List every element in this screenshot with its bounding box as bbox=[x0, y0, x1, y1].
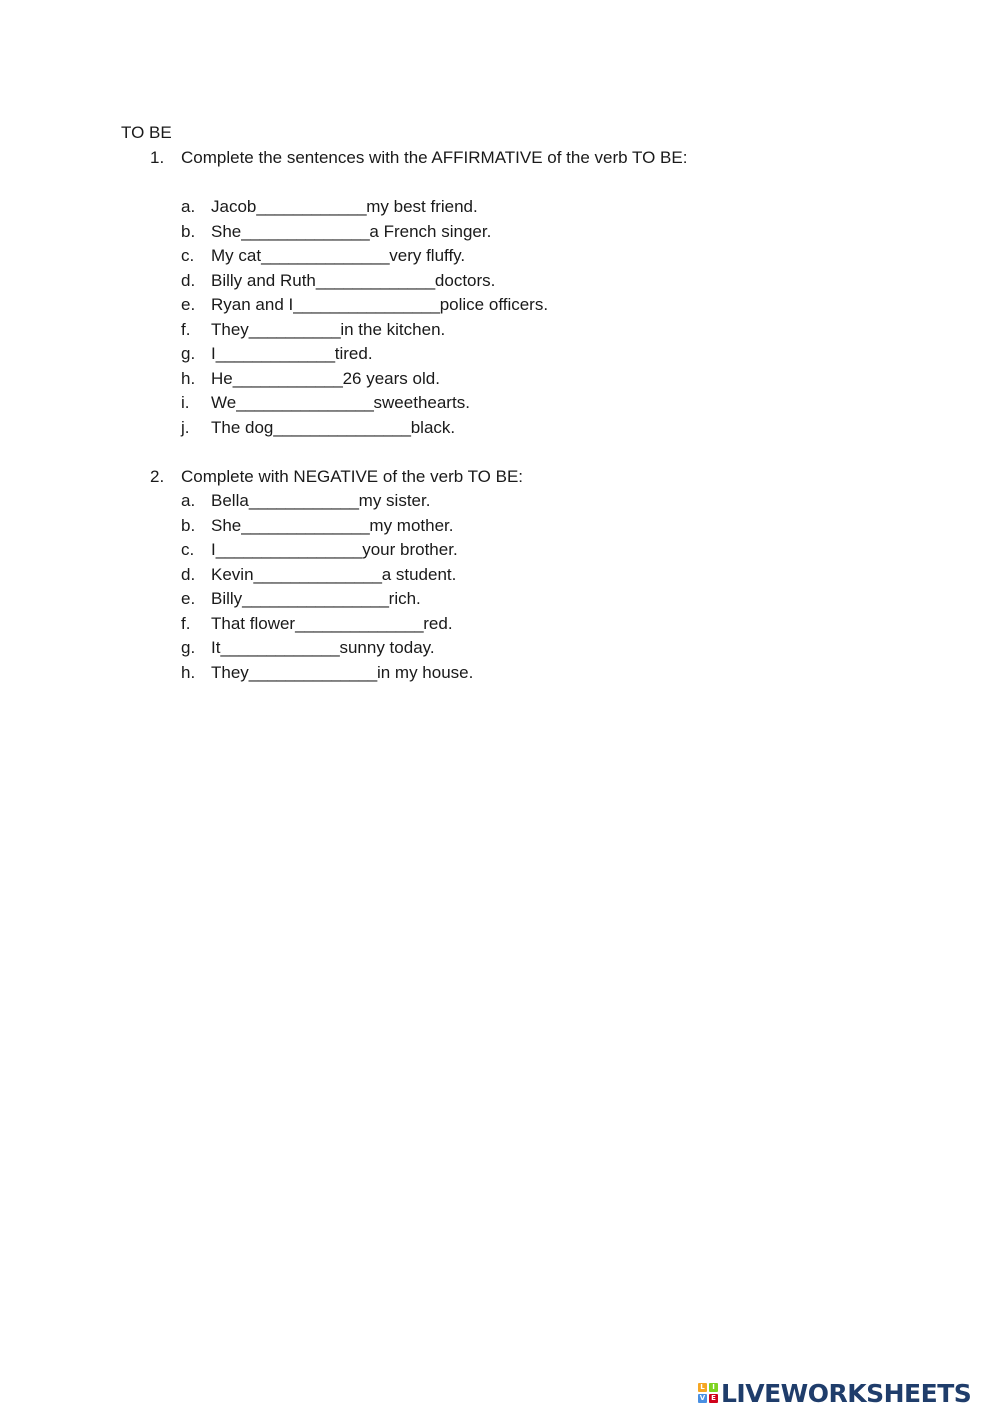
logo-tile: V bbox=[699, 1394, 706, 1402]
item-ending: red. bbox=[423, 613, 453, 633]
answer-blank[interactable]: ____________ bbox=[232, 368, 343, 388]
answer-blank[interactable]: ________________ bbox=[242, 589, 389, 608]
exercise-list bbox=[150, 489, 910, 685]
item-letter: c. bbox=[181, 540, 195, 559]
liveworksheets-logo[interactable] bbox=[698, 1378, 971, 1408]
item-letter: h. bbox=[181, 368, 196, 388]
item-letter: b. bbox=[181, 515, 196, 535]
logo-tile: L bbox=[698, 1383, 707, 1392]
section-number: 2. bbox=[150, 467, 165, 486]
document-title: TO BE bbox=[121, 123, 172, 142]
exercise-item bbox=[150, 416, 910, 441]
item-subject: Billy and Ruth bbox=[211, 270, 316, 290]
logo-text: LIVEWORKSHEETS bbox=[721, 1378, 972, 1408]
item-subject: Billy bbox=[211, 589, 243, 608]
answer-blank[interactable]: ____________ bbox=[256, 197, 367, 216]
item-subject: He bbox=[211, 368, 233, 388]
answer-blank[interactable]: ______________ bbox=[241, 515, 370, 535]
item-ending: my mother. bbox=[369, 515, 454, 535]
item-letter: b. bbox=[181, 221, 196, 241]
answer-blank[interactable]: _____________ bbox=[315, 270, 435, 290]
item-ending: tired. bbox=[334, 344, 373, 363]
exercise-list bbox=[150, 195, 910, 440]
exercise-item bbox=[150, 391, 910, 416]
item-ending: a student. bbox=[381, 564, 457, 584]
item-subject: That flower bbox=[211, 613, 296, 633]
item-subject: Kevin bbox=[211, 564, 254, 584]
section-heading bbox=[150, 146, 910, 170]
item-letter: d. bbox=[181, 270, 196, 290]
item-letter: f. bbox=[181, 613, 191, 633]
exercise-item bbox=[150, 367, 910, 392]
logo-mark-icon bbox=[698, 1383, 718, 1403]
section-affirmative bbox=[150, 146, 910, 440]
exercise-item bbox=[150, 661, 910, 686]
item-letter: e. bbox=[181, 589, 196, 608]
answer-blank[interactable]: __________ bbox=[248, 319, 341, 339]
item-ending: very fluffy. bbox=[389, 246, 466, 265]
answer-blank[interactable]: ______________ bbox=[248, 662, 377, 682]
item-letter: a. bbox=[181, 491, 196, 510]
section-heading-text: Complete with NEGATIVE of the verb TO BE: bbox=[181, 467, 524, 486]
answer-blank[interactable]: _______________ bbox=[273, 417, 411, 437]
item-letter: f. bbox=[181, 319, 191, 339]
exercise-item bbox=[150, 563, 910, 588]
exercise-item bbox=[150, 514, 910, 539]
section-negative bbox=[150, 465, 910, 685]
item-letter: j. bbox=[181, 417, 190, 437]
item-letter: g. bbox=[181, 638, 196, 657]
item-ending: sweethearts. bbox=[373, 393, 470, 412]
answer-blank[interactable]: ________________ bbox=[293, 295, 440, 314]
logo-tile: I bbox=[709, 1383, 718, 1392]
answer-blank[interactable]: ________________ bbox=[215, 540, 363, 559]
answer-blank[interactable]: _____________ bbox=[220, 638, 340, 657]
answer-blank[interactable]: ______________ bbox=[261, 246, 390, 265]
item-letter: i. bbox=[181, 393, 190, 412]
section-heading-text: Complete the sentences with the AFFIRMATIVE of the verb TO BE: bbox=[181, 148, 688, 167]
item-ending: doctors. bbox=[434, 270, 496, 290]
item-subject: I bbox=[211, 344, 216, 363]
answer-blank[interactable]: _____________ bbox=[215, 344, 335, 363]
exercise-item bbox=[150, 587, 910, 612]
answer-blank[interactable]: ____________ bbox=[248, 491, 359, 510]
item-letter: h. bbox=[181, 662, 196, 682]
item-letter: g. bbox=[181, 344, 196, 363]
item-ending: in my house. bbox=[376, 662, 474, 682]
item-subject: Bella bbox=[211, 491, 249, 510]
exercise-item bbox=[150, 489, 910, 514]
section-heading bbox=[150, 465, 910, 489]
item-subject: Ryan and I bbox=[211, 295, 294, 314]
item-ending: a French singer. bbox=[369, 221, 492, 241]
answer-blank[interactable]: ______________ bbox=[241, 221, 370, 241]
item-letter: d. bbox=[181, 564, 196, 584]
exercise-item bbox=[150, 636, 910, 661]
item-letter: c. bbox=[181, 246, 195, 265]
answer-blank[interactable]: _______________ bbox=[236, 393, 374, 412]
item-subject: She bbox=[211, 515, 242, 535]
answer-blank[interactable]: ______________ bbox=[295, 613, 424, 633]
item-subject: I bbox=[211, 540, 216, 559]
item-ending: your brother. bbox=[362, 540, 458, 559]
item-subject: They bbox=[211, 319, 249, 339]
exercise-item bbox=[150, 220, 910, 245]
exercise-item bbox=[150, 612, 910, 637]
exercise-item bbox=[150, 293, 910, 318]
exercise-item bbox=[150, 538, 910, 563]
item-ending: 26 years old. bbox=[342, 368, 440, 388]
item-subject: It bbox=[211, 638, 221, 657]
exercise-item bbox=[150, 195, 910, 220]
item-subject: They bbox=[211, 662, 249, 682]
exercise-item bbox=[150, 244, 910, 269]
item-ending: my sister. bbox=[358, 491, 431, 510]
item-subject: My cat bbox=[211, 246, 262, 265]
item-ending: black. bbox=[410, 417, 456, 437]
exercise-item bbox=[150, 318, 910, 343]
exercise-item bbox=[150, 342, 910, 367]
item-ending: my best friend. bbox=[366, 197, 478, 216]
item-ending: sunny today. bbox=[339, 638, 435, 657]
item-letter: a. bbox=[181, 197, 196, 216]
item-ending: rich. bbox=[388, 589, 421, 608]
item-subject: Jacob bbox=[211, 197, 257, 216]
item-subject: We bbox=[211, 393, 237, 412]
logo-tile: E bbox=[709, 1394, 718, 1403]
item-ending: police officers. bbox=[439, 295, 549, 314]
item-subject: The dog bbox=[211, 417, 274, 437]
section-number: 1. bbox=[150, 148, 165, 167]
item-ending: in the kitchen. bbox=[340, 319, 446, 339]
exercise-item bbox=[150, 269, 910, 294]
answer-blank[interactable]: ______________ bbox=[253, 564, 382, 584]
item-letter: e. bbox=[181, 295, 196, 314]
item-subject: She bbox=[211, 221, 242, 241]
